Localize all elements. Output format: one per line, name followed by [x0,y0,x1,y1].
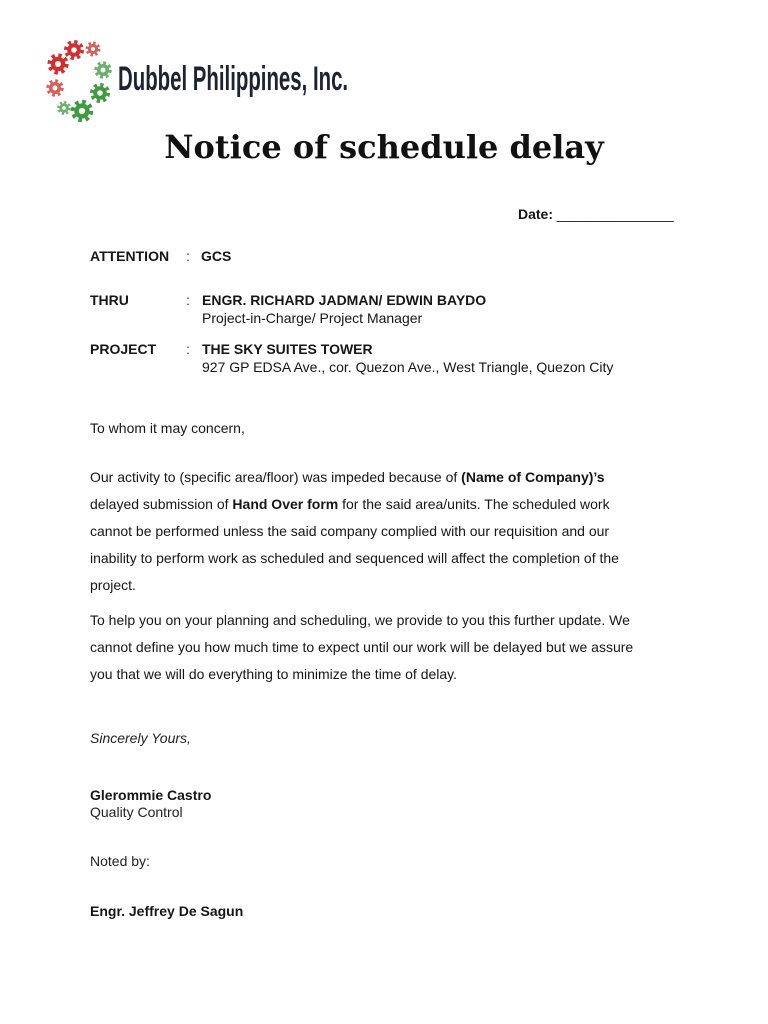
thru-detail: Project-in-Charge/ Project Manager [202,310,423,326]
logo-gear [50,56,67,73]
body-text: for the said area/units. The scheduled work [338,495,610,512]
body-text: Our activity to (specific area/floor) was impeded because of [90,469,462,485]
logo-gear [73,102,91,120]
project-label: PROJECT [90,341,157,357]
body-line [90,545,619,572]
salutation: To whom it may concern, [90,420,245,436]
body-text: To help you on your planning and scheduling, we provide to you this further update. We [90,612,630,628]
thru-separator: : [186,292,190,308]
logo-gear [48,81,62,95]
body-line [90,661,633,688]
body-line [90,464,619,491]
company-name: Dubbel Philippines, Inc. [118,60,349,98]
body-line [90,518,619,545]
project-separator: : [186,341,190,357]
body-line [90,634,633,661]
logo-gear [92,85,108,101]
noted-by-label: Noted by: [90,853,150,869]
thru-value: ENGR. RICHARD JADMAN/ EDWIN BAYDO [202,292,487,308]
thru-label: THRU [90,292,129,308]
body-text: cannot be performed unless the said company complied with our requisition and our [90,522,610,539]
attention-separator: : [186,248,190,264]
body-paragraph-2 [90,607,633,688]
date-line [518,206,674,222]
noted-by-name: Engr. Jeffrey De Sagun [90,903,244,919]
body-line [90,607,633,634]
body-emphasis: Hand Over form [232,495,339,512]
logo-gear [66,42,82,58]
logo-gear [96,63,110,77]
body-text: inability to perform work as scheduled and sequenced will affect the completion of the [90,549,619,566]
attention-label: ATTENTION [90,248,170,264]
signatory-name: Glerommie Castro [90,787,212,803]
closing: Sincerely Yours, [90,730,191,746]
logo-gear [59,103,70,114]
body-emphasis: (Name of Company)’s [461,469,605,485]
body-line [90,572,619,599]
document-title: Notice of schedule delay [164,128,604,166]
body-text: project. [90,576,136,593]
logo-gear [87,43,99,55]
body-text: cannot define you how much time to expect until our work will be delayed but we assure [90,638,634,655]
body-paragraph-1 [90,464,619,599]
gears-logo-icon [0,0,130,130]
project-address: 927 GP EDSA Ave., cor. Quezon Ave., West Triangle, Quezon City [202,359,614,375]
body-text: you that we will do everything to minimize the time of delay. [90,665,458,682]
date-label: Date: [518,206,554,222]
attention-value: GCS [201,248,232,264]
date-blank: _______________ [556,206,674,222]
signatory-title: Quality Control [90,804,183,820]
body-line [90,491,619,518]
body-text: delayed submission of [90,495,233,512]
project-value: THE SKY SUITES TOWER [202,341,373,357]
